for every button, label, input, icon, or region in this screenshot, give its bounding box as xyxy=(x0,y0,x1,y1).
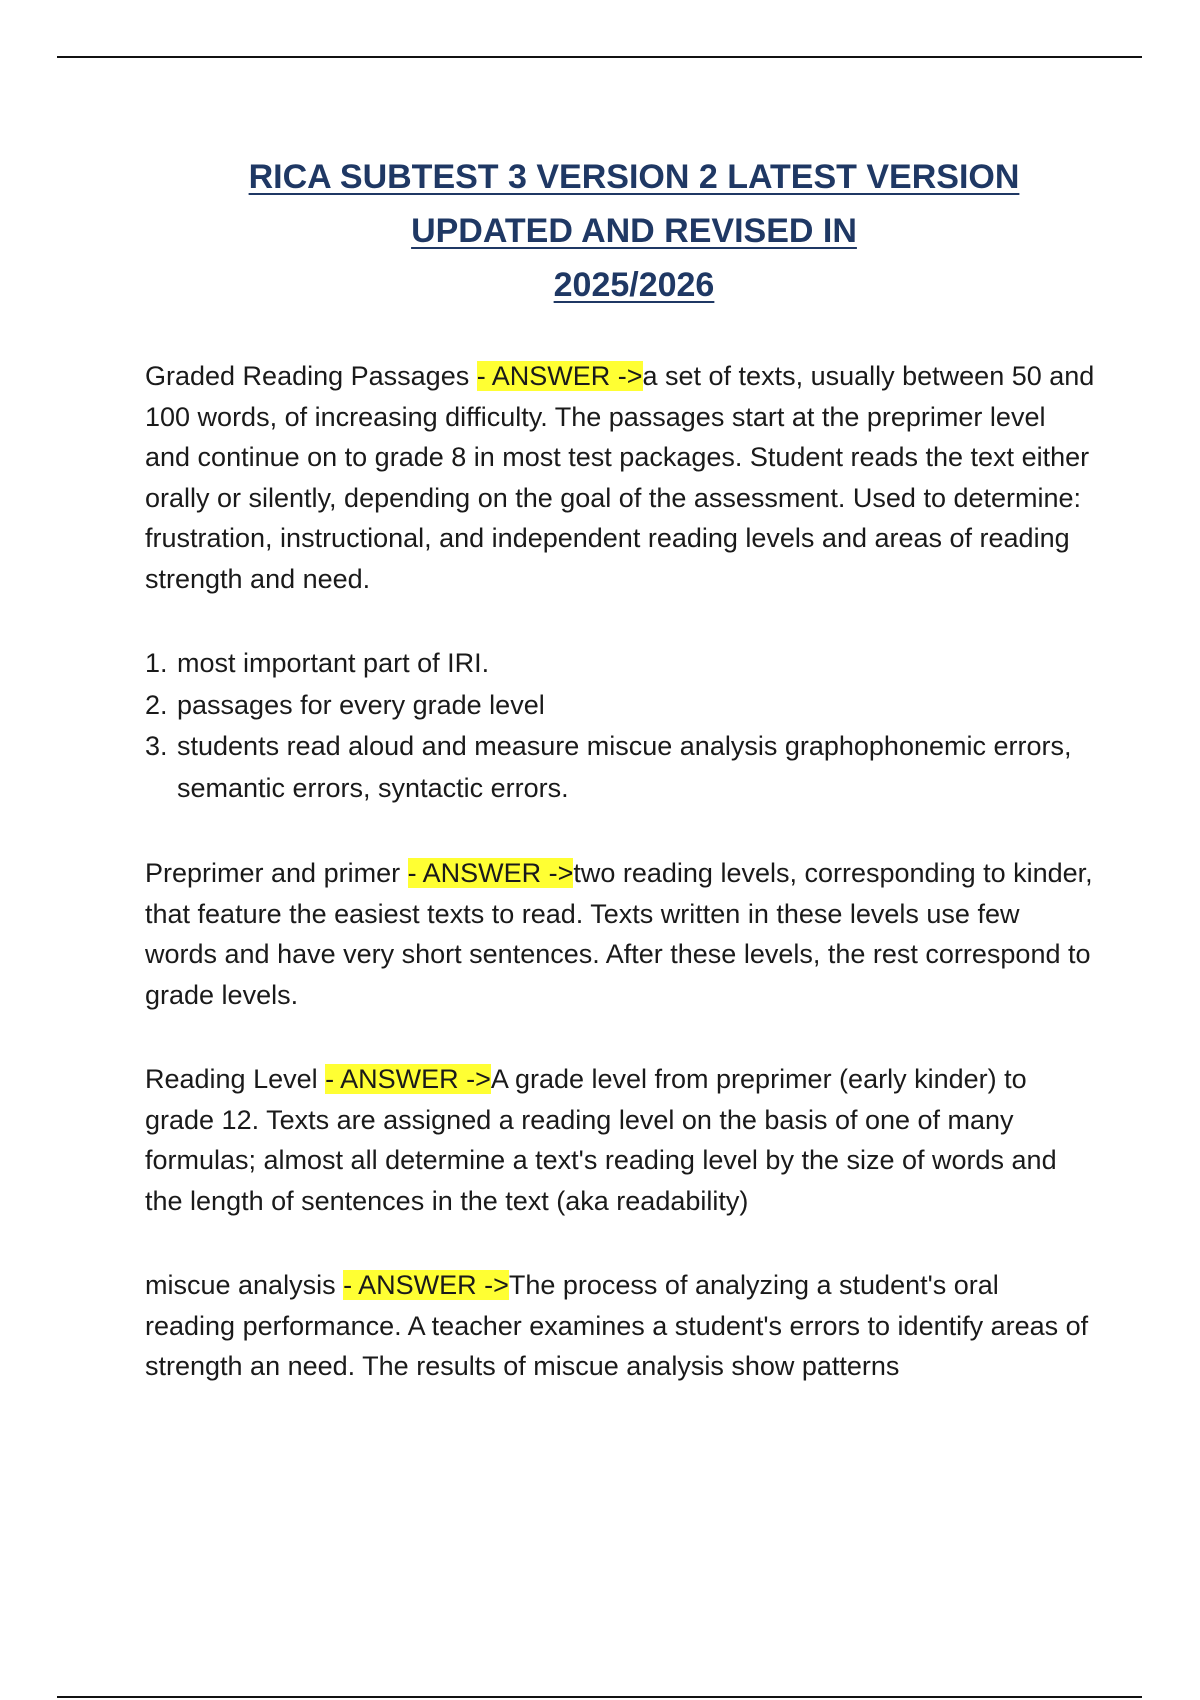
top-rule xyxy=(57,56,1142,58)
entry-graded-reading-passages xyxy=(145,356,1095,599)
entry-term: Reading Level xyxy=(145,1064,326,1094)
answer-marker: - ANSWER -> xyxy=(343,1270,509,1300)
entry-reading-level xyxy=(145,1059,1095,1221)
list-item: students read aloud and measure miscue analysis graphophonemic errors, semantic errors, syntactic errors. xyxy=(177,731,1072,803)
entry-term: miscue analysis xyxy=(145,1270,344,1300)
entry-definition: The process of analyzing a student's oral reading performance. A teacher examines a student's errors to identify areas of strength an need. The results of miscue analysis show patterns xyxy=(145,1270,1089,1381)
title-line-1: RICA SUBTEST 3 VERSION 2 LATEST VERSION xyxy=(248,158,1020,196)
answer-marker: - ANSWER -> xyxy=(407,858,574,888)
document-title xyxy=(0,150,1200,312)
entry-term: Preprimer and primer xyxy=(145,858,408,888)
list-item: passages for every grade level xyxy=(177,689,545,720)
entry-definition: a set of texts, usually between 50 and 100 words, of increasing difficulty. The passages start at the preprimer level and continue on to grade 8 in most test packages. Student reads the text either orally or silently, depending on the goal of the assessment. Used to determine: frustration, instructional, and independent reading levels and areas of reading strength and need. xyxy=(145,361,1095,594)
entry-definition: A grade level from preprimer (early kinder) to grade 12. Texts are assigned a reading level on the basis of one of many formulas; almost all determine a text's reading level by the size of words and the length of sentences in the text (aka readability) xyxy=(145,1064,1057,1216)
entry-term: Graded Reading Passages xyxy=(145,361,477,391)
list-item: most important part of IRI. xyxy=(177,648,490,678)
entry-miscue-analysis xyxy=(145,1265,1095,1387)
answer-marker: - ANSWER -> xyxy=(476,361,643,391)
answer-marker: - ANSWER -> xyxy=(325,1064,491,1094)
entry-definition: two reading levels, corresponding to kinder, that feature the easiest texts to read. Texts written in these levels use few words and have very short sentences. After these levels, the rest correspond to grade levels. xyxy=(145,858,1093,1010)
entry-preprimer-and-primer xyxy=(145,853,1095,1015)
document-body xyxy=(145,356,1095,1387)
bottom-rule xyxy=(57,1696,1142,1698)
title-line-2: UPDATED AND REVISED IN xyxy=(411,212,857,250)
title-line-3: 2025/2026 xyxy=(553,266,715,304)
numbered-list xyxy=(145,643,1095,809)
